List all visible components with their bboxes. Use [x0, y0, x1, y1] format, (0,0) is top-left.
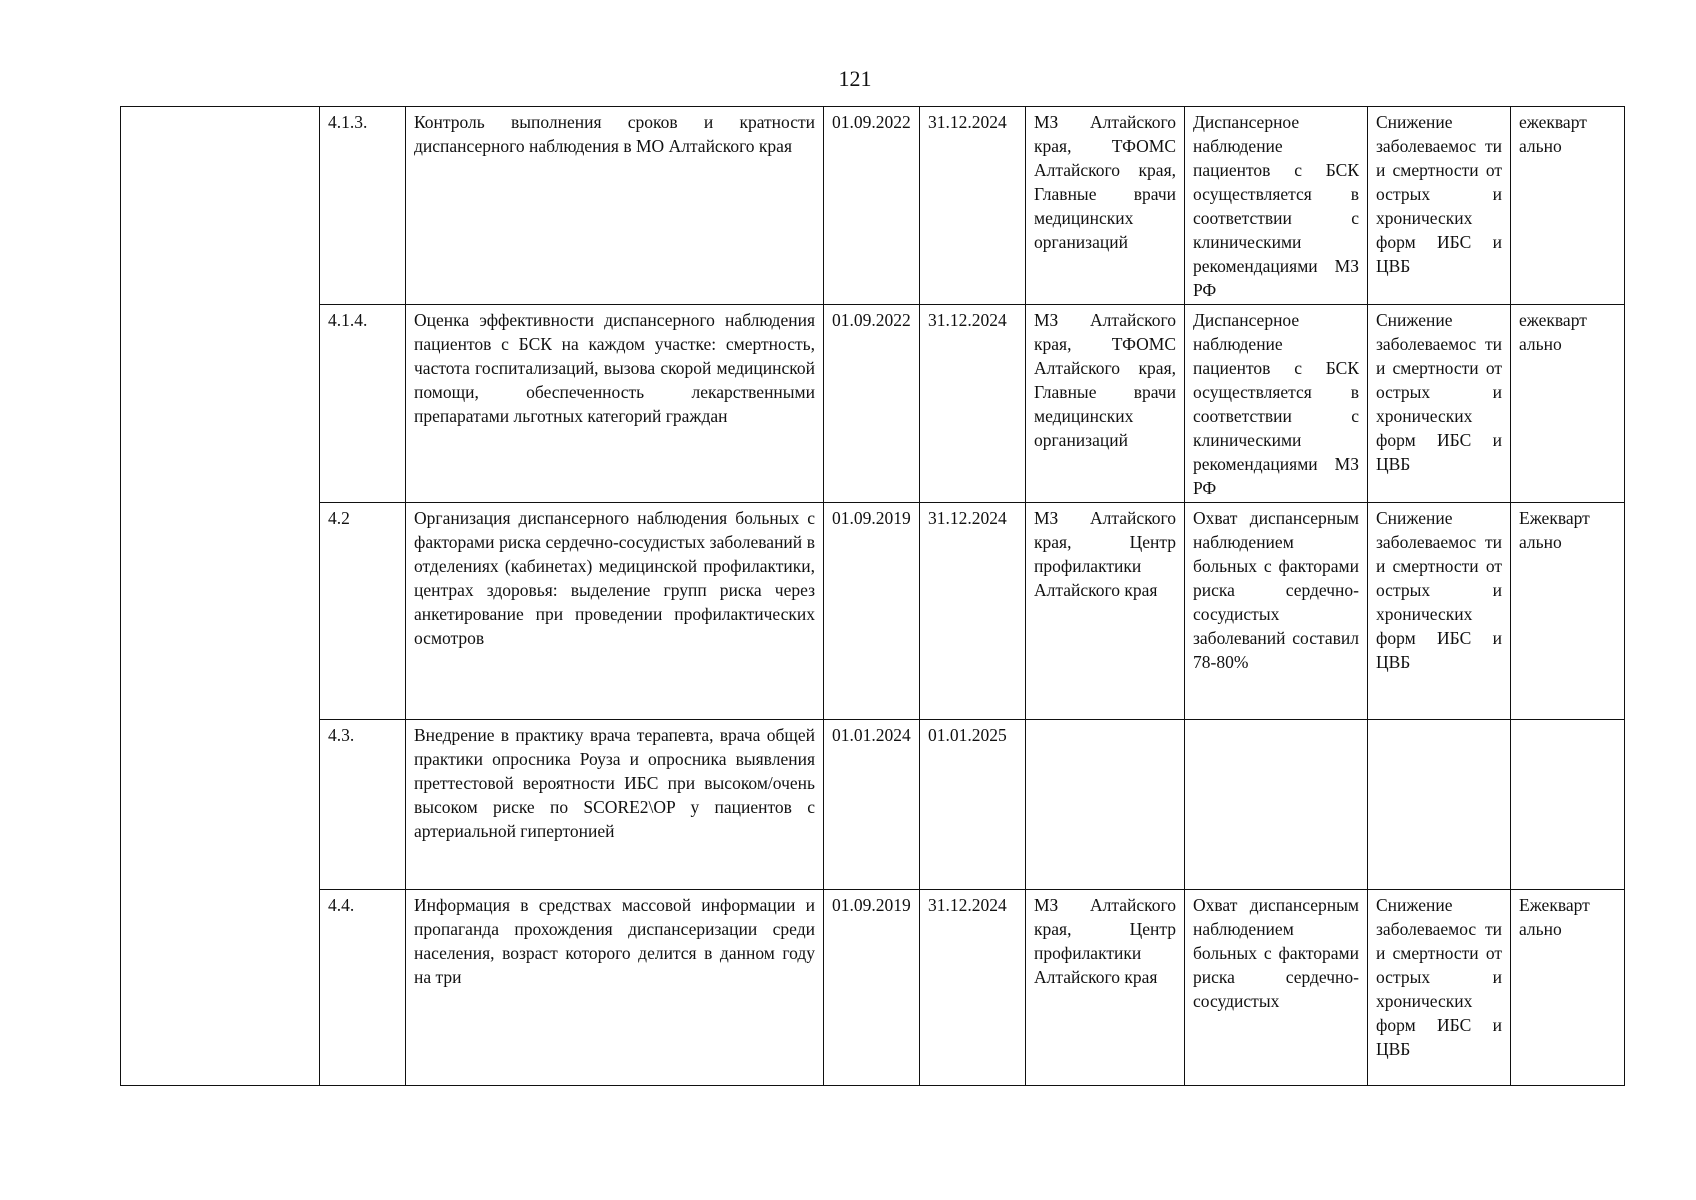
reporting-frequency: Ежекварт ально [1511, 890, 1625, 1086]
activity-description: Информация в средствах массовой информации и пропаганда прохождения диспансеризации среди населения, возраст которого делится в данном году на три [406, 890, 824, 1086]
table-row [121, 890, 1625, 1086]
start-date: 01.09.2019 [824, 890, 920, 1086]
responsible-executors: МЗ Алтайского края, Центр профилактики Алтайского края [1026, 890, 1185, 1086]
end-date: 31.12.2024 [920, 305, 1026, 503]
activity-description: Контроль выполнения сроков и кратности диспансерного наблюдения в МО Алтайского края [406, 107, 824, 305]
end-date: 31.12.2024 [920, 503, 1026, 720]
start-date: 01.09.2022 [824, 107, 920, 305]
expected-result: Диспансерное наблюдение пациентов с БСК осуществляется в соответствии с клиническими рекомендациями МЗ РФ [1185, 107, 1368, 305]
responsible-executors [1026, 720, 1185, 890]
table-row [121, 503, 1625, 720]
table-row [121, 720, 1625, 890]
table-row [121, 107, 1625, 305]
row-number: 4.1.3. [320, 107, 406, 305]
end-date: 01.01.2025 [920, 720, 1026, 890]
reporting-frequency: ежекварт ально [1511, 107, 1625, 305]
row-number: 4.1.4. [320, 305, 406, 503]
page-number: 121 [838, 66, 872, 91]
target-indicator: Снижение заболеваемос ти и смертности от острых и хронических форм ИБС и ЦВБ [1368, 503, 1511, 720]
start-date: 01.09.2019 [824, 503, 920, 720]
target-indicator: Снижение заболеваемос ти и смертности от острых и хронических форм ИБС и ЦВБ [1368, 107, 1511, 305]
reporting-frequency: ежекварт ально [1511, 305, 1625, 503]
end-date: 31.12.2024 [920, 107, 1026, 305]
start-date: 01.09.2022 [824, 305, 920, 503]
action-plan-table [120, 106, 1625, 1086]
end-date: 31.12.2024 [920, 890, 1026, 1086]
expected-result: Диспансерное наблюдение пациентов с БСК осуществляется в соответствии с клиническими рекомендациями МЗ РФ [1185, 305, 1368, 503]
reporting-frequency [1511, 720, 1625, 890]
expected-result [1185, 720, 1368, 890]
start-date: 01.01.2024 [824, 720, 920, 890]
activity-description: Внедрение в практику врача терапевта, врача общей практики опросника Роуза и опросника выявления преттестовой вероятности ИБС при высоком/очень высоком риске по SCORE2\OP у пациентов с артериальной гипертонией [406, 720, 824, 890]
target-indicator: Снижение заболеваемос ти и смертности от острых и хронических форм ИБС и ЦВБ [1368, 305, 1511, 503]
responsible-executors: МЗ Алтайского края, ТФОМС Алтайского края, Главные врачи медицинских организаций [1026, 305, 1185, 503]
target-indicator: Снижение заболеваемос ти и смертности от острых и хронических форм ИБС и ЦВБ [1368, 890, 1511, 1086]
activity-description: Оценка эффективности диспансерного наблюдения пациентов с БСК на каждом участке: смертность, частота госпитализаций, вызова скорой медицинской помощи, обеспеченность лекарственными препаратами льготных категорий граждан [406, 305, 824, 503]
row-number: 4.3. [320, 720, 406, 890]
table-row [121, 305, 1625, 503]
reporting-frequency: Ежекварт ально [1511, 503, 1625, 720]
row-number: 4.2 [320, 503, 406, 720]
responsible-executors: МЗ Алтайского края, Центр профилактики Алтайского края [1026, 503, 1185, 720]
responsible-executors: МЗ Алтайского края, ТФОМС Алтайского края, Главные врачи медицинских организаций [1026, 107, 1185, 305]
expected-result: Охват диспансерным наблюдением больных с факторами риска сердечно-сосудистых заболеваний составил 78-80% [1185, 503, 1368, 720]
row-number: 4.4. [320, 890, 406, 1086]
activity-description: Организация диспансерного наблюдения больных с факторами риска сердечно-сосудистых заболеваний в отделениях (кабинетах) медицинской профилактики, центрах здоровья: выделение групп риска через анкетирование при проведении профилактических осмотров [406, 503, 824, 720]
expected-result: Охват диспансерным наблюдением больных с факторами риска сердечно-сосудистых [1185, 890, 1368, 1086]
target-indicator [1368, 720, 1511, 890]
group-cell [121, 107, 320, 1086]
